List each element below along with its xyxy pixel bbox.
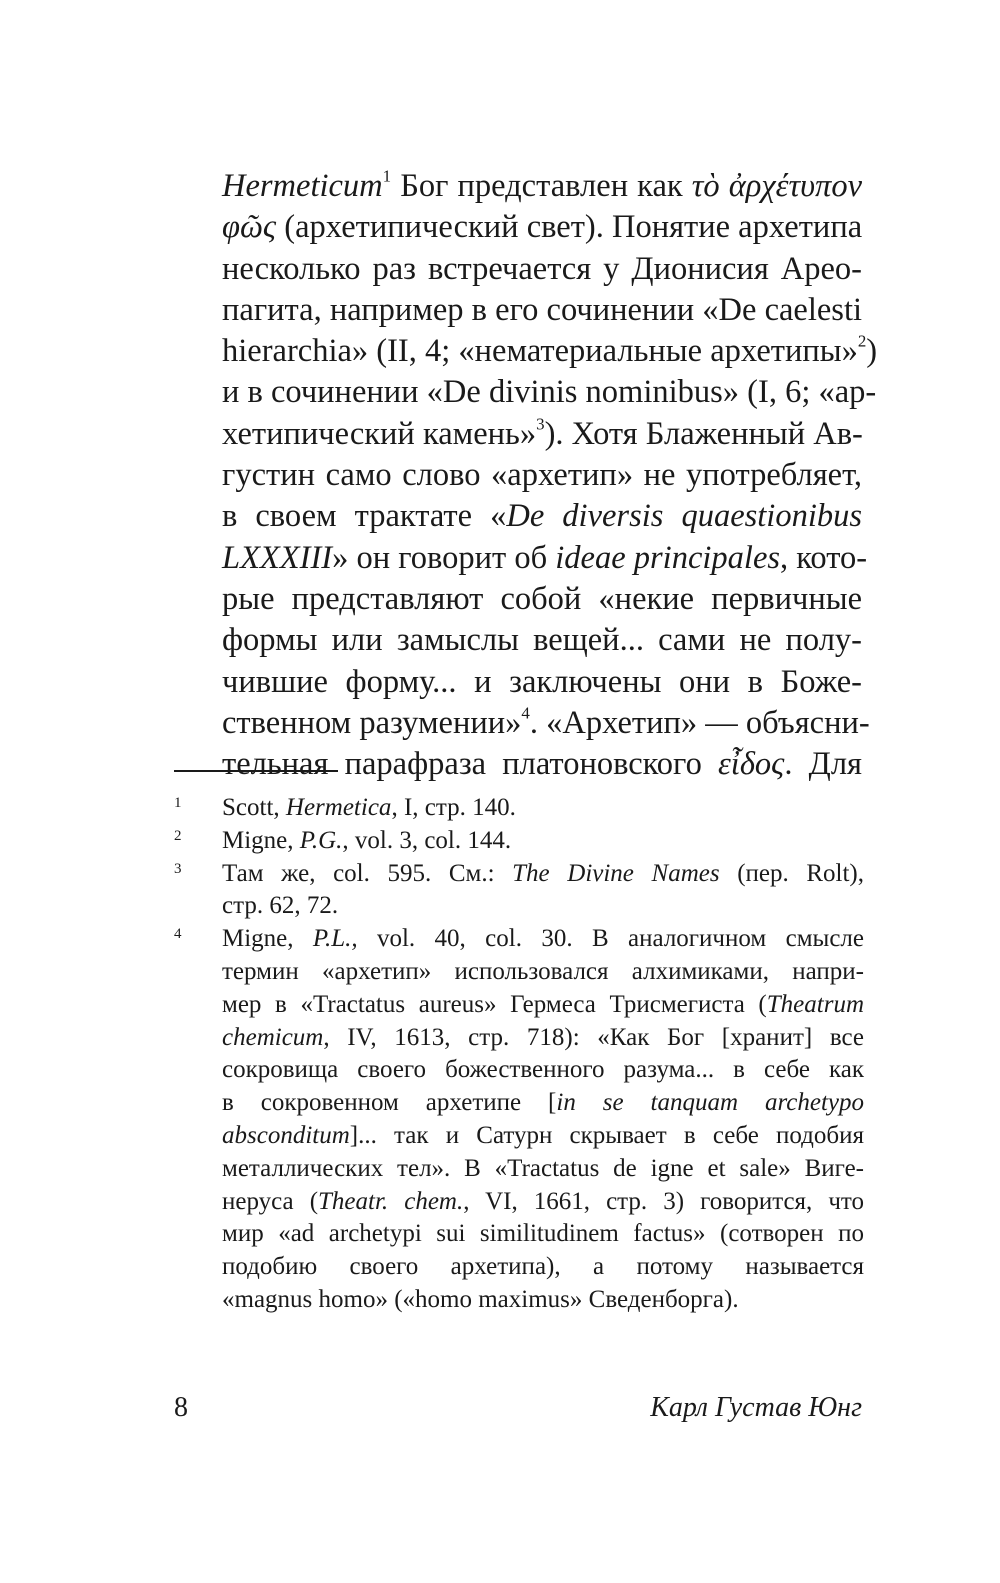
text-line: [222, 414, 862, 455]
footnote-text: [222, 923, 864, 1317]
italic-span: εἶδος: [717, 746, 785, 783]
text-span: , VI, 1661, стр. 3) говорится, что: [463, 1187, 865, 1215]
text-span: густин само слово «архетип» не употребляет,: [222, 457, 862, 494]
text-span: Бог представлен как: [391, 168, 692, 204]
italic-span: De diversis quaestionibus: [506, 498, 862, 535]
text-line: [222, 620, 862, 661]
text-span: . Для: [784, 746, 862, 783]
text-span: чившие форму... и заключены они в Боже-: [222, 663, 862, 700]
footnote-marker: 1: [382, 166, 392, 186]
footnote-marker: 2: [857, 331, 867, 351]
footnotes-block: [174, 792, 864, 1317]
footnote-number: 2: [174, 827, 182, 844]
footnote-marker: 4: [521, 703, 530, 723]
footnote-line: [222, 1022, 864, 1055]
text-span: Там же, col. 595. См.:: [222, 859, 513, 887]
main-text-block: [222, 166, 878, 785]
italic-span: Theatr. chem.: [318, 1187, 464, 1215]
text-line: [222, 455, 862, 496]
text-span: тельная парафраза платоновского: [222, 746, 718, 783]
text-span: ): [866, 333, 878, 370]
text-span: , I, стр. 140.: [391, 794, 516, 821]
text-span: термин «архетип» использовался алхимиками, напри-: [222, 957, 864, 985]
text-span: » он говорит об: [332, 539, 556, 576]
text-line: [222, 538, 868, 579]
italic-span: P.L.,: [312, 925, 358, 953]
text-span: (архетипический свет). Понятие архетипа: [276, 209, 863, 246]
footnote: [174, 792, 864, 825]
footnote-line: [222, 1153, 864, 1186]
text-line: [222, 249, 862, 290]
text-span: hierarchia» (II, 4; «нематериальные архетипы»: [222, 333, 858, 370]
text-span: металлических тел». В «Tractatus de igne et sale» Виге-: [222, 1154, 864, 1182]
italic-span: Theatrum: [766, 990, 864, 1018]
text-line: [222, 290, 862, 331]
italic-span: τὸ ἀρχέτυπον: [691, 168, 862, 204]
italic-span: φῶς: [222, 209, 277, 246]
italic-span: absconditum: [222, 1121, 350, 1149]
italic-span: P.G.: [299, 826, 343, 854]
text-span: (пер. Rolt),: [719, 859, 864, 887]
footnote-separator: [174, 770, 338, 772]
text-line: [222, 207, 862, 248]
footnote-marker: 3: [536, 414, 545, 434]
text-span: Migne,: [222, 925, 313, 953]
text-span: . «Архетип» — объясни-: [529, 704, 870, 741]
footnote-line: [222, 923, 864, 956]
footnote: [174, 858, 864, 924]
text-span: мер в «Tractatus aureus» Гермеса Трисмегиста (: [222, 990, 767, 1018]
footnote-line: [222, 956, 864, 989]
footnote-line: [222, 792, 864, 825]
footnote-line: [222, 1054, 864, 1087]
text-span: Migne,: [222, 826, 300, 854]
text-span: , IV, 1613, стр. 718): «Как Бог [хранит] все: [323, 1023, 864, 1051]
footnote-number: 4: [174, 926, 182, 943]
text-line: [222, 662, 862, 703]
text-line: [222, 496, 862, 537]
italic-span: ideae principales: [555, 539, 781, 576]
footnote-text: [222, 858, 864, 924]
italic-span: chemicum: [222, 1023, 324, 1051]
footnote-text: [222, 825, 864, 858]
italic-span: in se tanquam archetypo: [556, 1089, 865, 1117]
footnote-text: [222, 792, 864, 825]
running-footer-author: Карл Густав Юнг: [650, 1392, 862, 1423]
text-span: подобию своего архетипа), а потому называется: [222, 1253, 864, 1281]
text-span: , vol. 3, col. 144.: [342, 826, 512, 854]
text-line: [222, 744, 862, 785]
text-span: Scott,: [222, 794, 286, 821]
text-line: [222, 372, 877, 413]
text-span: пагита, например в его сочинении «De caelesti: [222, 291, 862, 328]
footnote-line: [222, 1284, 864, 1317]
text-span: стр. 62, 72.: [222, 892, 339, 920]
text-span: в своем трактате «: [222, 498, 507, 535]
footnote-number: 3: [174, 860, 182, 877]
text-span: «magnus homo» («homo maximus» Сведенборга).: [222, 1285, 739, 1313]
text-span: рые представляют собой «некие первичные: [222, 580, 862, 617]
text-span: в сокровенном архетипе [: [222, 1089, 557, 1117]
text-line: [222, 166, 862, 207]
footnote-line: [222, 989, 864, 1022]
text-span: сокровища своего божественного разума... в себе как: [222, 1056, 864, 1084]
footnote-number: 1: [174, 795, 182, 811]
text-span: формы или замыслы вещей... сами не полу-: [222, 622, 862, 659]
text-span: ). Хотя Блаженный Ав-: [544, 415, 863, 452]
footnote-line: [222, 1218, 864, 1251]
text-span: несколько раз встречается у Дионисия Арео-: [222, 250, 862, 287]
text-span: ственном разумении»: [222, 704, 522, 741]
text-span: ]... так и Сатурн скрывает в себе подобия: [349, 1121, 864, 1149]
text-span: и в сочинении «De divinis nominibus» (I, 6; «ар-: [222, 374, 877, 411]
text-line: [222, 331, 878, 372]
footnote-line: [222, 858, 864, 891]
footnote-line: [222, 825, 864, 858]
footnote-line: [222, 1087, 864, 1120]
footnote-line: [222, 1251, 864, 1284]
text-span: неруса (: [222, 1187, 319, 1215]
text-span: хетипический камень»: [222, 415, 537, 452]
text-span: vol. 40, col. 30. В аналогичном смысле: [357, 925, 864, 953]
italic-span: Hermeticum: [222, 168, 383, 204]
text-span: мир «ad archetypi sui similitudinem factus» (сотворен по: [222, 1220, 864, 1248]
footnote-line: [222, 1186, 864, 1219]
text-span: , кото-: [780, 539, 868, 576]
text-line: [222, 703, 870, 744]
footnote-line: [222, 1120, 864, 1153]
footnote-line: [222, 890, 864, 923]
footnote: [174, 825, 864, 858]
text-line: [222, 579, 862, 620]
italic-span: Hermetica: [285, 794, 392, 821]
italic-span: The Divine Names: [512, 859, 720, 887]
page-number: 8: [174, 1392, 188, 1423]
footnote: [174, 923, 864, 1317]
italic-span: LXXXIII: [222, 539, 333, 576]
